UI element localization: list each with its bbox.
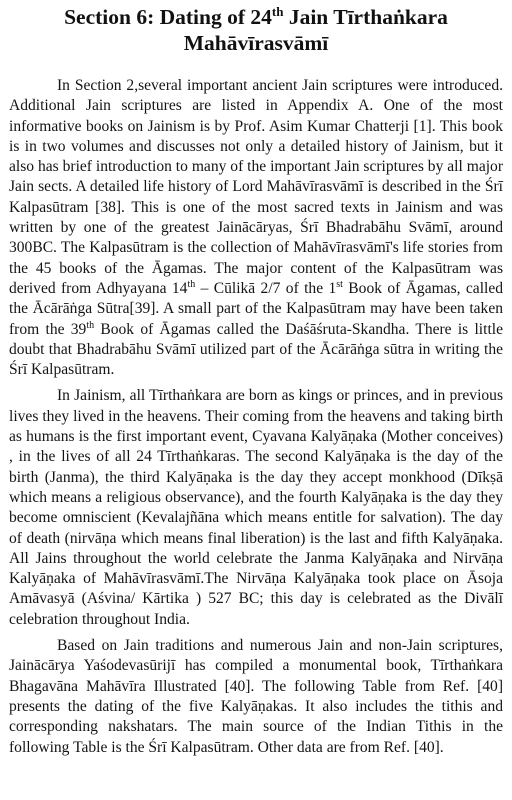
p1-superscript-3: th [86, 319, 95, 331]
p1-superscript-2: st [336, 278, 343, 290]
title-line1-prefix: Section 6: Dating of 24 [64, 5, 272, 29]
p1-superscript-1: th [187, 278, 196, 290]
paragraph-dating-source: Based on Jain traditions and numerous Jain and non-Jain scriptures, Jainācārya Yaśodevasūrijī has compiled a monumental book, Tīrthaṅkara Bhagavāna Mahāvīra Illustrated [40]. The following Table from Ref. [40] presents the dating of the five Kalyāṇakas. It also includes the tithis and corresponding nakshatars. The main source of the Indian Tithis in the following Table is the Śrī Kalpasūtram. Other data are from Ref. [40]. [9, 637, 503, 756]
title-line2: Mahāvīrasvāmī [183, 31, 329, 55]
paragraph-kalyanakas: In Jainism, all Tīrthaṅkara are born as kings or princes, and in previous lives they lived in the heavens. Their coming from the heavens and taking birth as humans is the first important event, Cyavana Kalyāṇaka (Mother conceives) , in the lives of all 24 Tīrthaṅkaras. The second Kalyāṇaka is the day of the birth (Janma), the third Kalyāṇaka is the day they accept monkhood (Dīkṣā which means a religious observance), and the fourth Kalyāṇaka is the day they become omniscient (Kevalajñāna which means entitle for salvation). The day of death (nirvāṇa which means final liberation) is the last and fifth Kalyāṇaka. All Jains throughout the world celebrate the Janma Kalyāṇaka and Nirvāṇa Kalyāṇaka of Mahāvīrasvāmī.The Nirvāṇa Kalyāṇaka took place on Āsoja Amāvasyā (Aśvina/ Kārtika ) 527 BC; this day is celebrated as the Divālī celebration throughout India. [9, 387, 503, 628]
paragraph-scriptures [9, 76, 503, 380]
p1-text-c: Book of Āgamas, called the Ācārāṅga Sūtra[39]. A small part of the Kalpasūtram may have been taken from the 39 [9, 279, 504, 338]
p1-text-d: Book of Āgamas called the Daśāśruta-Skandha. There is little doubt that Bhadrabāhu Svāmī utilized part of the Ācārāṅga sūtra in writing the Śrī Kalpasūtram. [9, 320, 503, 379]
p1-text-b: – Cūlikā 2/7 of the 1 [195, 279, 337, 297]
p1-text-a: In Section 2,several important ancient Jain scriptures were introduced. Additional Jain scriptures are listed in Appendix A. One of the most informative books on Jainism is by Prof. Asim Kumar Chatterji [1]. This book is in two volumes and discusses not only a detailed history of Jainism, but it also has brief introduction to many of the important Jain scriptures by all major Jain sects. A detailed life history of Lord Mahāvīrasvāmī is described in the Śrī Kalpasūtram [38]. This is one of the most sacred texts in Jainism and was written by one of the greatest Jainācāryas, Śrī Bhadrabāhu Svāmī, around 300BC. The Kalpasūtram is the collection of Mahāvīrasvāmī's life stories from the 45 books of the Āgamas. The major content of the Kalpasūtram was derived from Adhyayana 14 [9, 77, 503, 297]
section-title [9, 4, 503, 56]
title-superscript: th [271, 3, 284, 19]
title-line1-suffix: Jain Tīrthaṅkara [283, 5, 448, 29]
